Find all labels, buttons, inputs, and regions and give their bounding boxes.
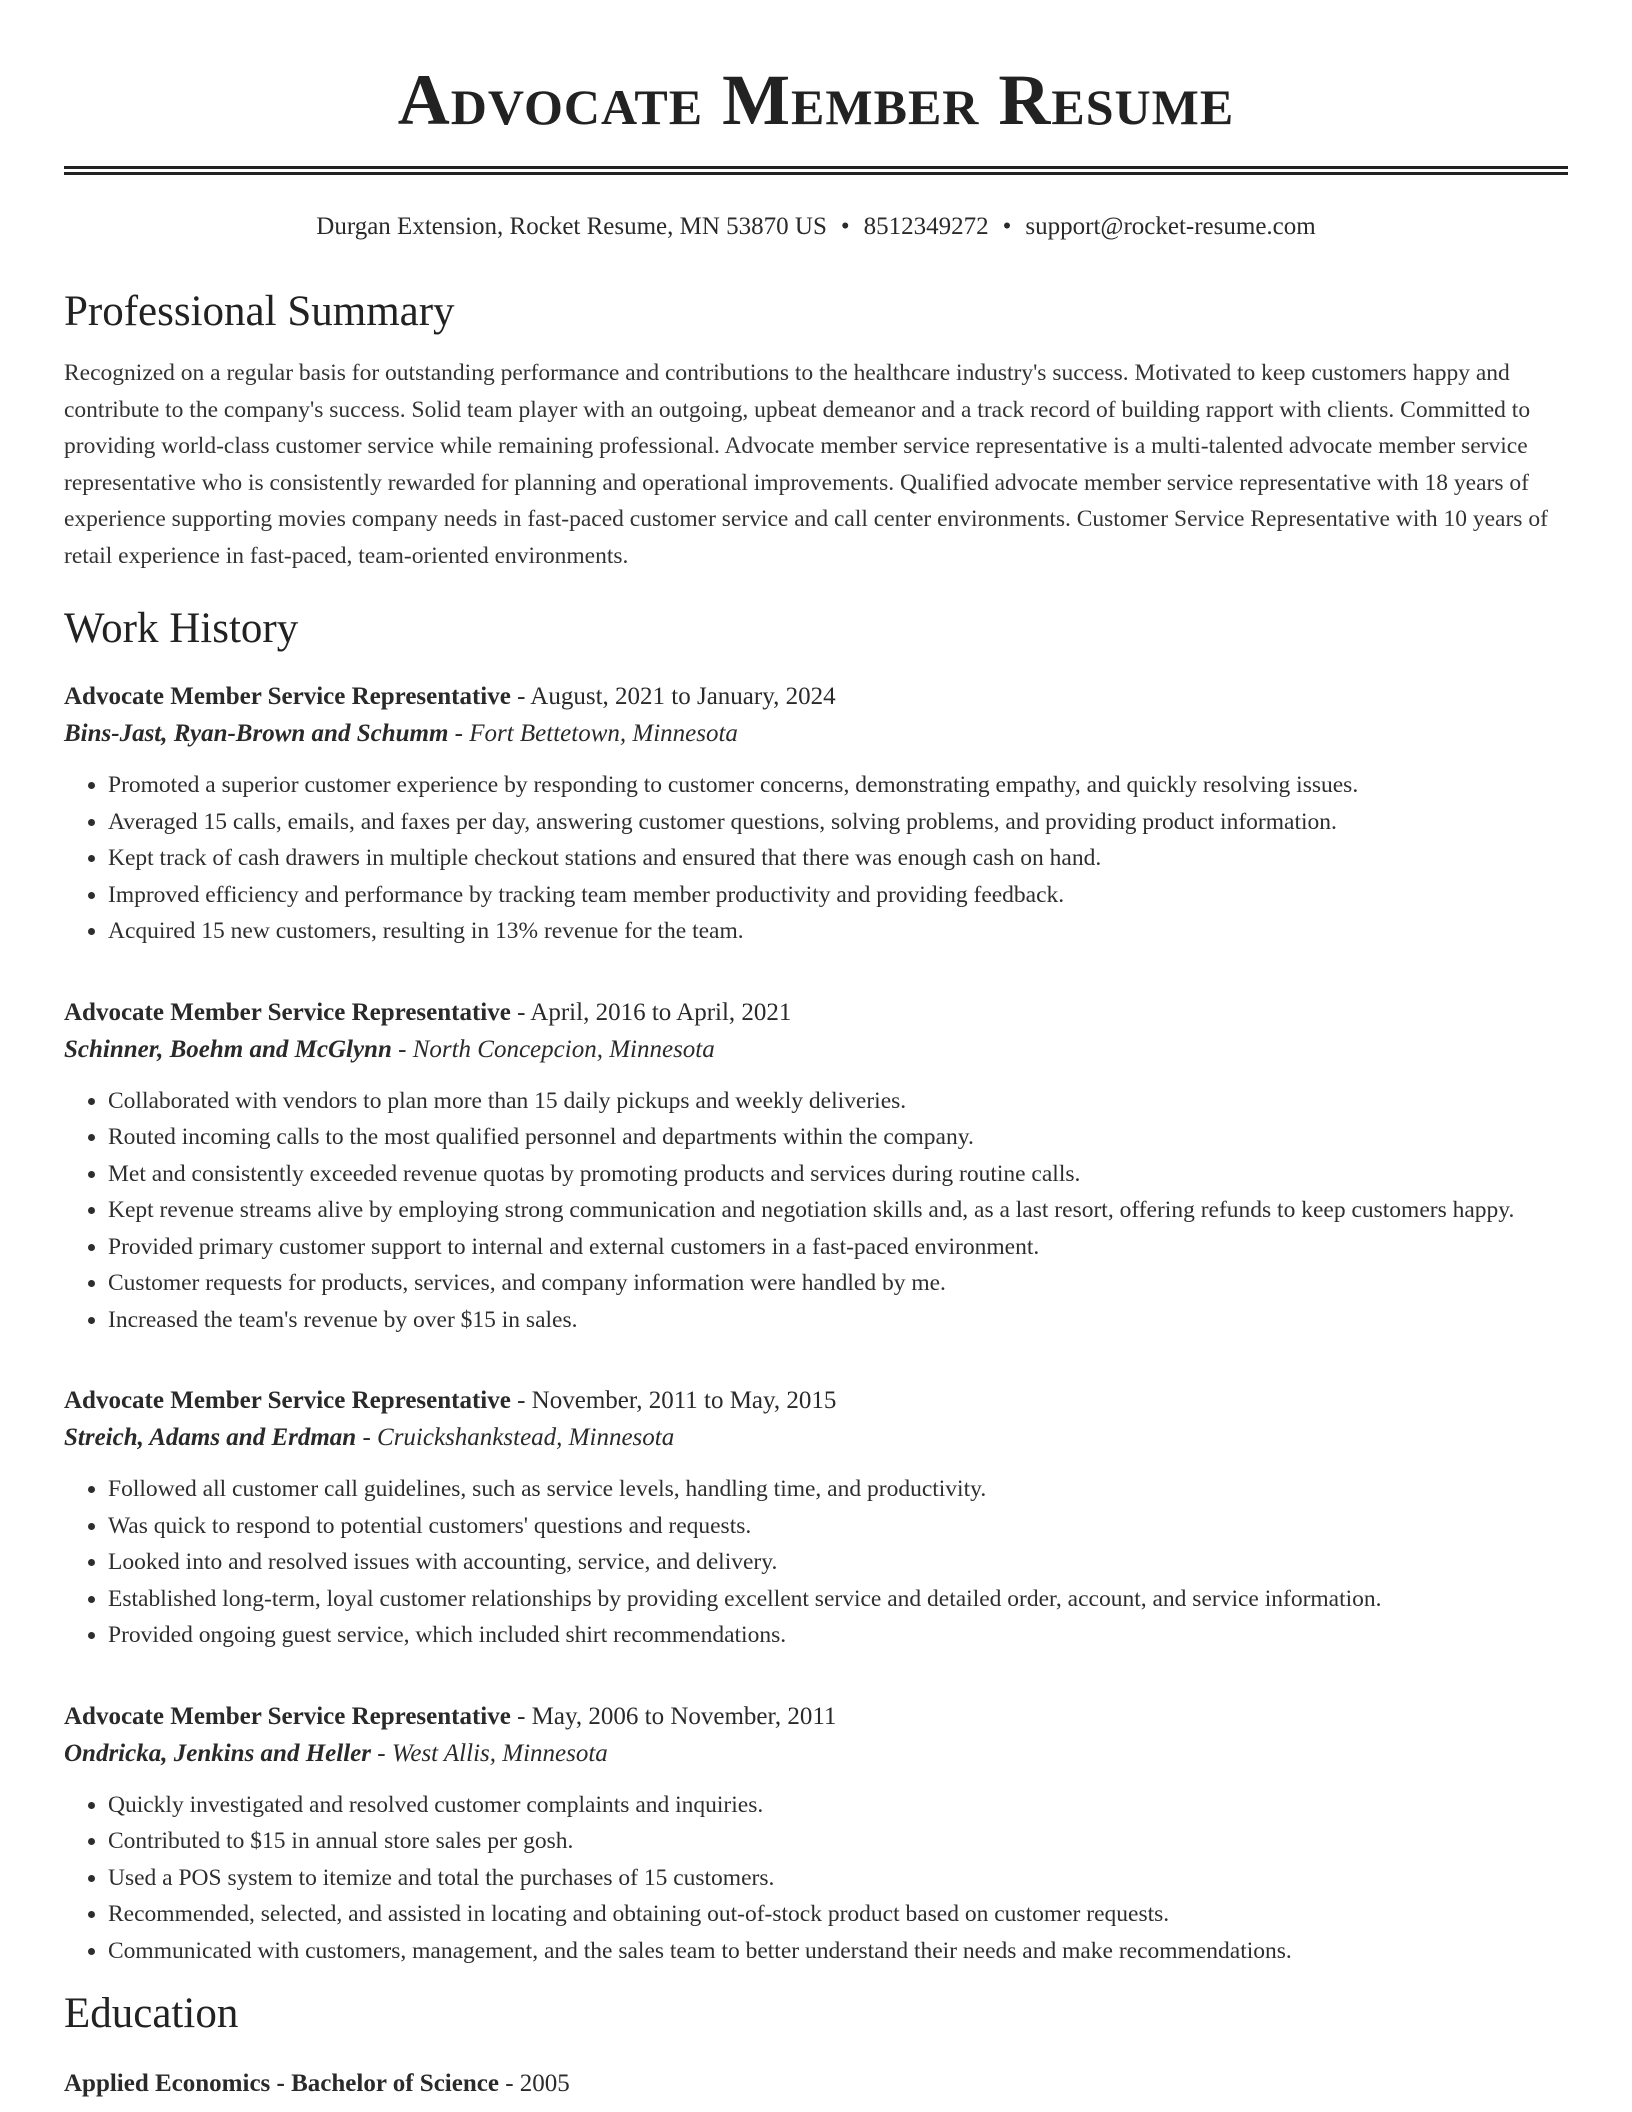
job-title-line: Advocate Member Service Representative - May, 2006 to November, 2011 (64, 1702, 837, 1730)
job-dates: April, 2016 to April, 2021 (530, 998, 792, 1026)
job-location: North Concepcion, Minnesota (412, 1035, 715, 1063)
job-bullet: • Established long-term, loyal customer relationships by providing excellent service and detailed order, account, and service information. (108, 1581, 1568, 1618)
job-title-line: Advocate Member Service Representative - November, 2011 to May, 2015 (64, 1387, 837, 1414)
job-employer-line: Schinner, Boehm and McGlynn - North Concepcion, Minnesota (64, 1035, 715, 1063)
job-location: Fort Bettetown, Minnesota (469, 720, 738, 747)
summary-heading: Professional Summary (64, 288, 455, 335)
job-bullet: • Communicated with customers, management, and the sales team to better understand their needs and make recommendations. (108, 1933, 1568, 1970)
contact-separator: • (1002, 213, 1012, 240)
job-bullet: • Kept revenue streams alive by employing strong communication and negotiation skills and, as a last resort, offering refunds to keep customers happy. (108, 1192, 1568, 1229)
job-bullet: • Provided primary customer support to internal and external customers in a fast-paced environment. (108, 1229, 1568, 1266)
education-entry: Applied Economics - Bachelor of Science - 2005 (64, 2070, 570, 2097)
job-dates: November, 2011 to May, 2015 (531, 1387, 837, 1414)
job-employer-line: Ondricka, Jenkins and Heller - West Allis, Minnesota (64, 1739, 608, 1767)
job-employer: Streich, Adams and Erdman (64, 1424, 357, 1451)
job-bullet: • Contributed to $15 in annual store sales per gosh. (108, 1823, 1568, 1860)
job-role: Advocate Member Service Representative (64, 683, 511, 710)
education-degree: Applied Economics - Bachelor of Science (64, 2070, 499, 2097)
job-bullet: • Promoted a superior customer experience by responding to customer concerns, demonstrating empathy, and quickly resolving issues. (108, 767, 1568, 804)
job-title-line: Advocate Member Service Representative - April, 2016 to April, 2021 (64, 998, 792, 1026)
title-divider (64, 166, 1568, 175)
job-entry (64, 1698, 1568, 1970)
job-bullet: • Increased the team's revenue by over $15 in sales. (108, 1302, 1568, 1339)
job-bullet-list (64, 1787, 1568, 1970)
job-bullet: • Acquired 15 new customers, resulting in 13% revenue for the team. (108, 913, 1568, 950)
job-bullet: • Used a POS system to itemize and total the purchases of 15 customers. (108, 1860, 1568, 1897)
job-role: Advocate Member Service Representative (64, 998, 511, 1026)
job-bullet: • Averaged 15 calls, emails, and faxes per day, answering customer questions, solving problems, and providing product information. (108, 804, 1568, 841)
job-bullet: • Collaborated with vendors to plan more than 15 daily pickups and weekly deliveries. (108, 1083, 1568, 1120)
job-employer: Ondricka, Jenkins and Heller (64, 1739, 371, 1767)
job-employer: Bins-Jast, Ryan-Brown and Schumm (64, 720, 449, 747)
job-bullet: • Provided ongoing guest service, which included shirt recommendations. (108, 1617, 1568, 1654)
work-history-heading: Work History (64, 605, 299, 652)
job-bullet-list (64, 1083, 1568, 1339)
job-bullet: • Followed all customer call guidelines, such as service levels, handling time, and productivity. (108, 1471, 1568, 1508)
job-bullet: • Looked into and resolved issues with accounting, service, and delivery. (108, 1544, 1568, 1581)
job-bullet-list (64, 767, 1568, 950)
job-entry (64, 1382, 1568, 1654)
job-bullet: • Was quick to respond to potential customers' questions and requests. (108, 1508, 1568, 1545)
contact-email: support@rocket-resume.com (1025, 213, 1316, 240)
job-dates: May, 2006 to November, 2011 (531, 1702, 837, 1730)
job-bullet: • Quickly investigated and resolved customer complaints and inquiries. (108, 1787, 1568, 1824)
job-bullet: • Recommended, selected, and assisted in locating and obtaining out-of-stock product based on customer requests. (108, 1896, 1568, 1933)
job-employer-line: Bins-Jast, Ryan-Brown and Schumm - Fort Bettetown, Minnesota (64, 720, 738, 747)
job-entry (64, 678, 1568, 950)
education-year: 2005 (519, 2070, 570, 2097)
job-location: Cruickshankstead, Minnesota (377, 1424, 675, 1451)
job-location: West Allis, Minnesota (391, 1739, 608, 1767)
job-bullet: • Kept track of cash drawers in multiple checkout stations and ensured that there was enough cash on hand. (108, 840, 1568, 877)
job-entry (64, 994, 1568, 1339)
job-title-line: Advocate Member Service Representative - August, 2021 to January, 2024 (64, 683, 836, 710)
job-dates: August, 2021 to January, 2024 (530, 683, 836, 710)
contact-address: Durgan Extension, Rocket Resume, MN 53870 US (316, 213, 827, 240)
job-employer: Schinner, Boehm and McGlynn (64, 1035, 392, 1063)
job-bullet: • Routed incoming calls to the most qualified personnel and departments within the company. (108, 1119, 1568, 1156)
resume-title: Advocate Member Resume (397, 60, 1235, 140)
contact-separator: • (840, 213, 850, 240)
education-heading: Education (64, 1990, 239, 2037)
job-bullet: • Improved efficiency and performance by tracking team member productivity and providing feedback. (108, 877, 1568, 914)
contact-line (64, 211, 1568, 243)
contact-phone: 8512349272 (863, 213, 989, 240)
job-role: Advocate Member Service Representative (64, 1387, 511, 1414)
job-bullet: • Customer requests for products, services, and company information were handled by me. (108, 1265, 1568, 1302)
job-bullet: • Met and consistently exceeded revenue quotas by promoting products and services during routine calls. (108, 1156, 1568, 1193)
job-employer-line: Streich, Adams and Erdman - Cruickshankstead, Minnesota (64, 1424, 675, 1451)
summary-text: Recognized on a regular basis for outstanding performance and contributions to the healthcare industry's success. Motivated to keep customers happy and contribute to the company's success. Solid team player with an outgoing, upbeat demeanor and a track record of building rapport with clients. Committed to providing world-class customer service while remaining professional. Advocate member service representative is a multi-talented advocate member service representative who is consistently rewarded for planning and operational improvements. Qualified advocate member service representative with 18 years of experience supporting movies company needs in fast-paced customer service and call center environments. Customer Service Representative with 10 years of retail experience in fast-paced, team-oriented environments. (64, 360, 1548, 569)
job-role: Advocate Member Service Representative (64, 1702, 511, 1730)
job-bullet-list (64, 1471, 1568, 1654)
